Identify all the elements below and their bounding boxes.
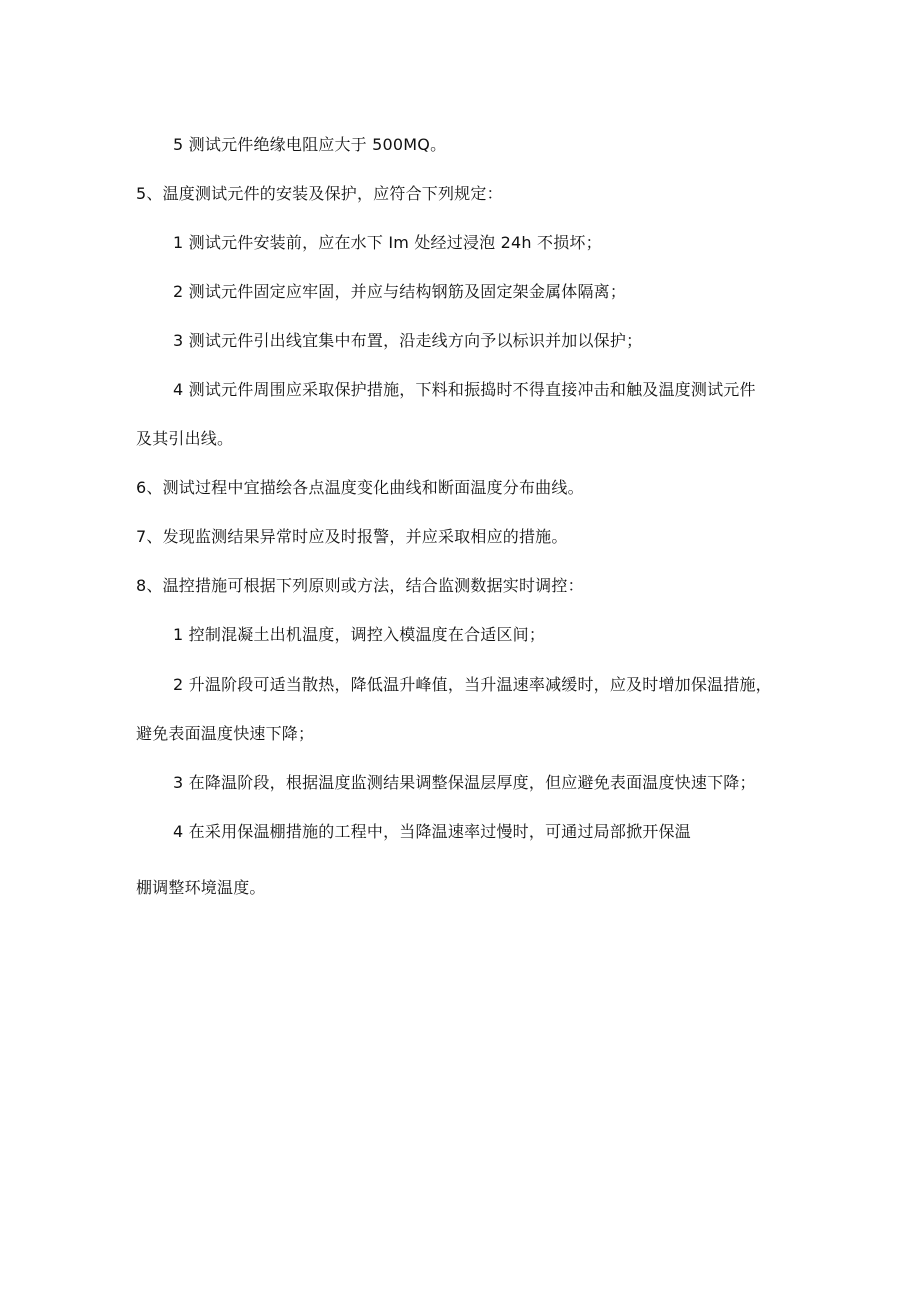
section-8-item-4: 4 在采用保温棚措施的工程中，当降温速率过慢时，可通过局部掀开保温 <box>173 822 691 841</box>
section-5-item-1: 1 测试元件安装前，应在水下 Im 处经过浸泡 24h 不损坏； <box>173 233 602 252</box>
section-8-item-1: 1 控制混凝土出机温度，调控入模温度在合适区间； <box>173 625 546 644</box>
section-8-item-3: 3 在降温阶段，根据温度监测结果调整保温层厚度，但应避免表面温度快速下降； <box>173 773 756 792</box>
section-5-item-4: 4 测试元件周围应采取保护措施，下料和振捣时不得直接冲击和触及温度测试元件 <box>173 380 756 399</box>
section-8-item-2-continued: 避免表面温度快速下降； <box>136 724 315 743</box>
section-7-paragraph: 7、发现监测结果异常时应及时报警，并应采取相应的措施。 <box>136 527 568 546</box>
section-8-item-2: 2 升温阶段可适当散热，降低温升峰值，当升温速率减缓时，应及时增加保温措施， <box>173 675 772 694</box>
item-5-insulation-resistance: 5 测试元件绝缘电阻应大于 500MQ。 <box>173 135 447 154</box>
section-8-item-4-continued: 棚调整环境温度。 <box>136 878 266 897</box>
section-5-item-2: 2 测试元件固定应牢固，并应与结构钢筋及固定架金属体隔离； <box>173 282 627 301</box>
section-5-item-3: 3 测试元件引出线宜集中布置，沿走线方向予以标识并加以保护； <box>173 331 643 350</box>
section-5-item-4-continued: 及其引出线。 <box>136 429 234 448</box>
section-5-heading: 5、温度测试元件的安装及保护，应符合下列规定： <box>136 184 503 203</box>
section-6-paragraph: 6、测试过程中宜描绘各点温度变化曲线和断面温度分布曲线。 <box>136 478 584 497</box>
section-8-heading: 8、温控措施可根据下列原则或方法，结合监测数据实时调控： <box>136 576 584 595</box>
